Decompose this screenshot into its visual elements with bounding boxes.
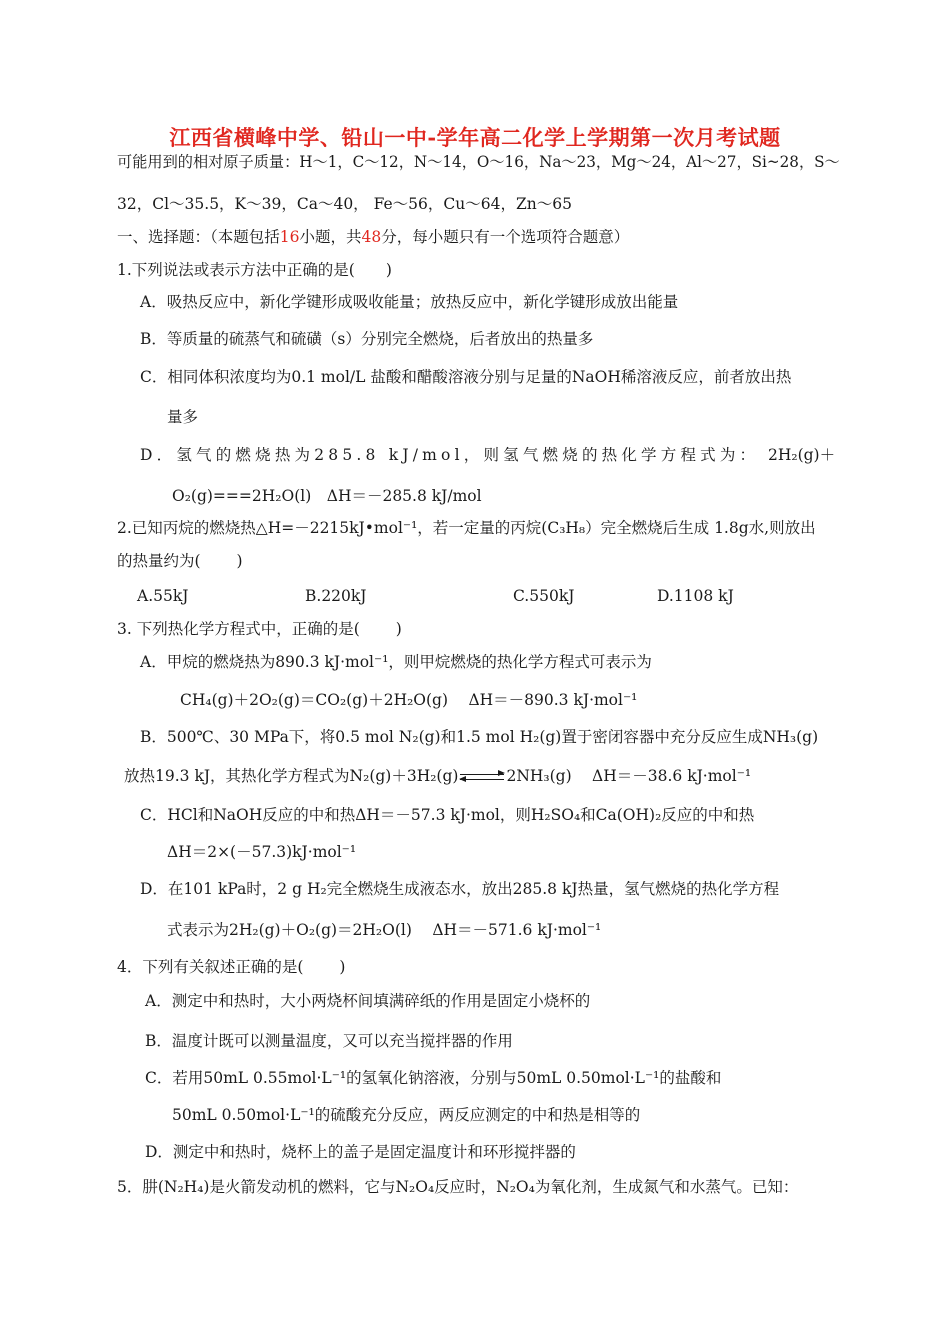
q2-option-c: C.550kJ (513, 587, 575, 605)
q3-b-products: 2NH₃(g) ΔH＝－38.6 kJ·mol⁻¹ (506, 767, 752, 785)
q1-stem: 1.下列说法或表示方法中正确的是( ) (117, 261, 392, 279)
section-heading (117, 227, 629, 247)
q3-option-d-line-2: 式表示为2H₂(g)＋O₂(g)＝2H₂O(l) ΔH＝－571.6 kJ·mol⁻¹ (167, 921, 602, 939)
q2-stem-line-2: 的热量约为( ) (117, 552, 243, 570)
section-mid: 小题，共 (299, 228, 362, 246)
q1-option-d-line-2: O₂(g)===2H₂O(l) ΔH＝－285.8 kJ/mol (172, 487, 482, 505)
section-suffix: 分，每小题只有一个选项符合题意） (381, 228, 630, 246)
q1-option-d-line-1: D．氢气的燃烧热为285.8 kJ/mol，则氢气燃烧的热化学方程式为： (140, 446, 760, 464)
q5-stem: 5．肼(N₂H₄)是火箭发动机的燃料，它与N₂O₄反应时，N₂O₄为氧化剂，生成氮气和水蒸气。已知： (117, 1178, 799, 1196)
q1-option-c-line-1: C．相同体积浓度均为0.1 mol/L 盐酸和醋酸溶液分别与足量的NaOH稀溶液反应，前者放出热 (140, 368, 792, 386)
q1-option-d-line-1-tail: 2H₂(g)＋ (768, 446, 836, 464)
page-title: 江西省横峰中学、铅山一中-学年高二化学上学期第一次月考试题 (169, 125, 781, 150)
total-score: 48 (361, 228, 382, 246)
q3-option-c-line-1: C．HCl和NaOH反应的中和热ΔH＝－57.3 kJ·mol，则H₂SO₄和Ca(OH)₂反应的中和热 (140, 806, 755, 824)
q4-option-d: D．测定中和热时，烧杯上的盖子是固定温度计和环形搅拌器的 (145, 1143, 576, 1161)
q3-option-d-line-1: D．在101 kPa时，2 g H₂完全燃烧生成液态水，放出285.8 kJ热量，氢气燃烧的热化学方程 (140, 880, 780, 898)
section-prefix: 一、选择题：（本题包括 (117, 228, 280, 246)
reversible-arrow-icon (460, 772, 504, 782)
q1-option-b: B．等质量的硫蒸气和硫磺（s）分别完全燃烧，后者放出的热量多 (140, 330, 594, 348)
q1-option-a: A．吸热反应中，新化学键形成吸收能量；放热反应中，新化学键形成放出能量 (140, 293, 679, 311)
q2-option-b: B.220kJ (305, 587, 367, 605)
q4-stem: 4．下列有关叙述正确的是( ) (117, 958, 346, 976)
q3-b-reactants: 放热19.3 kJ，其热化学方程式为N₂(g)＋3H₂(g) (124, 767, 459, 785)
q4-option-c-line-2: 50mL 0.50mol·L⁻¹的硫酸充分反应，两反应测定的中和热是相等的 (172, 1106, 641, 1124)
q3-option-a-line-2: CH₄(g)＋2O₂(g)＝CO₂(g)＋2H₂O(g) ΔH＝－890.3 kJ·mol⁻¹ (180, 691, 638, 709)
q3-option-c-line-2: ΔH＝2×(－57.3)kJ·mol⁻¹ (167, 843, 357, 861)
q3-stem: 3. 下列热化学方程式中，正确的是( ) (117, 620, 402, 638)
q3-option-b-line-2 (124, 766, 751, 786)
q1-option-c-line-2: 量多 (167, 408, 199, 426)
q4-option-b: B．温度计既可以测量温度，又可以充当搅拌器的作用 (145, 1032, 513, 1050)
q4-option-c-line-1: C．若用50mL 0.55mol·L⁻¹的氢氧化钠溶液，分别与50mL 0.50mol·L⁻¹的盐酸和 (145, 1069, 722, 1087)
q2-option-a: A.55kJ (137, 587, 189, 605)
question-count: 16 (279, 228, 300, 246)
q2-stem-line-1: 2.已知丙烷的燃烧热△H=－2215kJ•mol⁻¹，若一定量的丙烷(C₃H₈）完全燃烧后生成 1.8g水,则放出 (117, 519, 816, 537)
atomic-mass-line-1: 可能用到的相对原子质量：H～1，C～12，N～14，O～16，Na～23，Mg～24，Al～27，Si~28，S～ (117, 153, 840, 171)
q2-option-d: D.1108 kJ (657, 587, 734, 605)
q3-option-a-line-1: A．甲烷的燃烧热为890.3 kJ·mol⁻¹，则甲烷燃烧的热化学方程式可表示为 (140, 653, 652, 671)
q4-option-a: A．测定中和热时，大小两烧杯间填满碎纸的作用是固定小烧杯的 (145, 992, 591, 1010)
q3-option-b-line-1: B．500℃、30 MPa下，将0.5 mol N₂(g)和1.5 mol H₂(g)置于密闭容器中充分反应生成NH₃(g) (140, 728, 819, 746)
atomic-mass-line-2: 32，Cl～35.5，K～39，Ca～40， Fe～56，Cu～64，Zn～65 (117, 195, 572, 213)
